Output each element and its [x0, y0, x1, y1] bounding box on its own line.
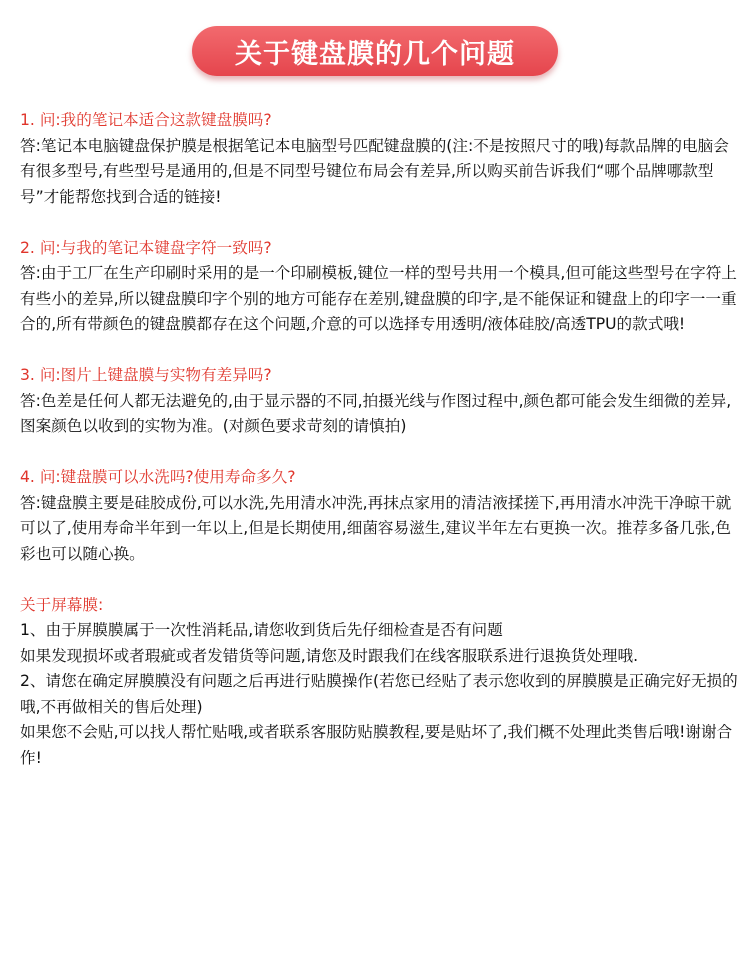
title-wrap — [0, 26, 750, 76]
qa-block-4 — [20, 465, 740, 567]
screen-line-3: 2、请您在确定屏膜膜没有问题之后再进行贴膜操作(若您已经贴了表示您收到的屏膜膜是正确完好无损的哦,不再做相关的售后处理) — [20, 672, 738, 716]
question-3: 3. 问:图片上键盘膜与实物有差异吗? — [20, 366, 272, 384]
question-4: 4. 问:键盘膜可以水洗吗?使用寿命多久? — [20, 468, 296, 486]
qa-block-3 — [20, 363, 740, 440]
question-2: 2. 问:与我的笔记本键盘字符一致吗? — [20, 238, 272, 257]
question-1: 1. 问:我的笔记本适合这款键盘膜吗? — [20, 111, 272, 129]
qa-block-1 — [20, 108, 740, 210]
screen-line-4: 如果您不会贴,可以找人帮忙贴哦,或者联系客服防贴膜教程,要是贴坏了,我们概不处理此类售后哦!谢谢合作! — [20, 723, 733, 767]
qa-block-2 — [20, 236, 740, 338]
screen-line-1: 1、由于屏膜膜属于一次性消耗品,请您收到货后先仔细检查是否有问题 — [20, 621, 503, 639]
answer-4: 答:键盘膜主要是硅胶成份,可以水洗,先用清水冲洗,再抹点家用的清洁液揉搓下,再用清水冲洗干净晾干就可以了,使用寿命半年到一年以上,但是长期使用,细菌容易滋生,建议半年左右更换一次。推荐多备几张,色彩也可以随心换。 — [20, 493, 732, 563]
screen-protector-section — [20, 593, 740, 772]
answer-1: 答:笔记本电脑键盘保护膜是根据笔记本电脑型号匹配键盘膜的(注:不是按照尺寸的哦)每款品牌的电脑会有很多型号,有些型号是通用的,但是不同型号键位布局会有差异,所以购买前告诉我们“哪个品牌哪款型号”才能帮您找到合适的链接! — [20, 136, 729, 206]
screen-protector-title: 关于屏幕膜: — [20, 595, 104, 614]
content — [20, 108, 740, 797]
screen-line-2: 如果发现损坏或者瑕疵或者发错货等问题,请您及时跟我们在线客服联系进行退换货处理哦. — [20, 646, 639, 665]
answer-3: 答:色差是任何人都无法避免的,由于显示器的不同,拍摄光线与作图过程中,颜色都可能会发生细微的差异,图案颜色以收到的实物为准。(对颜色要求苛刻的请慎拍) — [20, 391, 732, 435]
answer-2: 答:由于工厂在生产印刷时采用的是一个印刷模板,键位一样的型号共用一个模具,但可能这些型号在字符上有些小的差异,所以键盘膜印字个别的地方可能存在差别,键盘膜的印字,是不能保证和键盘上的印字一一重合的,所有带颜色的键盘膜都存在这个问题,介意的可以选择专用透明/液体硅胶/高透TPU的款式哦! — [20, 264, 737, 333]
page-title: 关于键盘膜的几个问题 — [192, 26, 558, 76]
